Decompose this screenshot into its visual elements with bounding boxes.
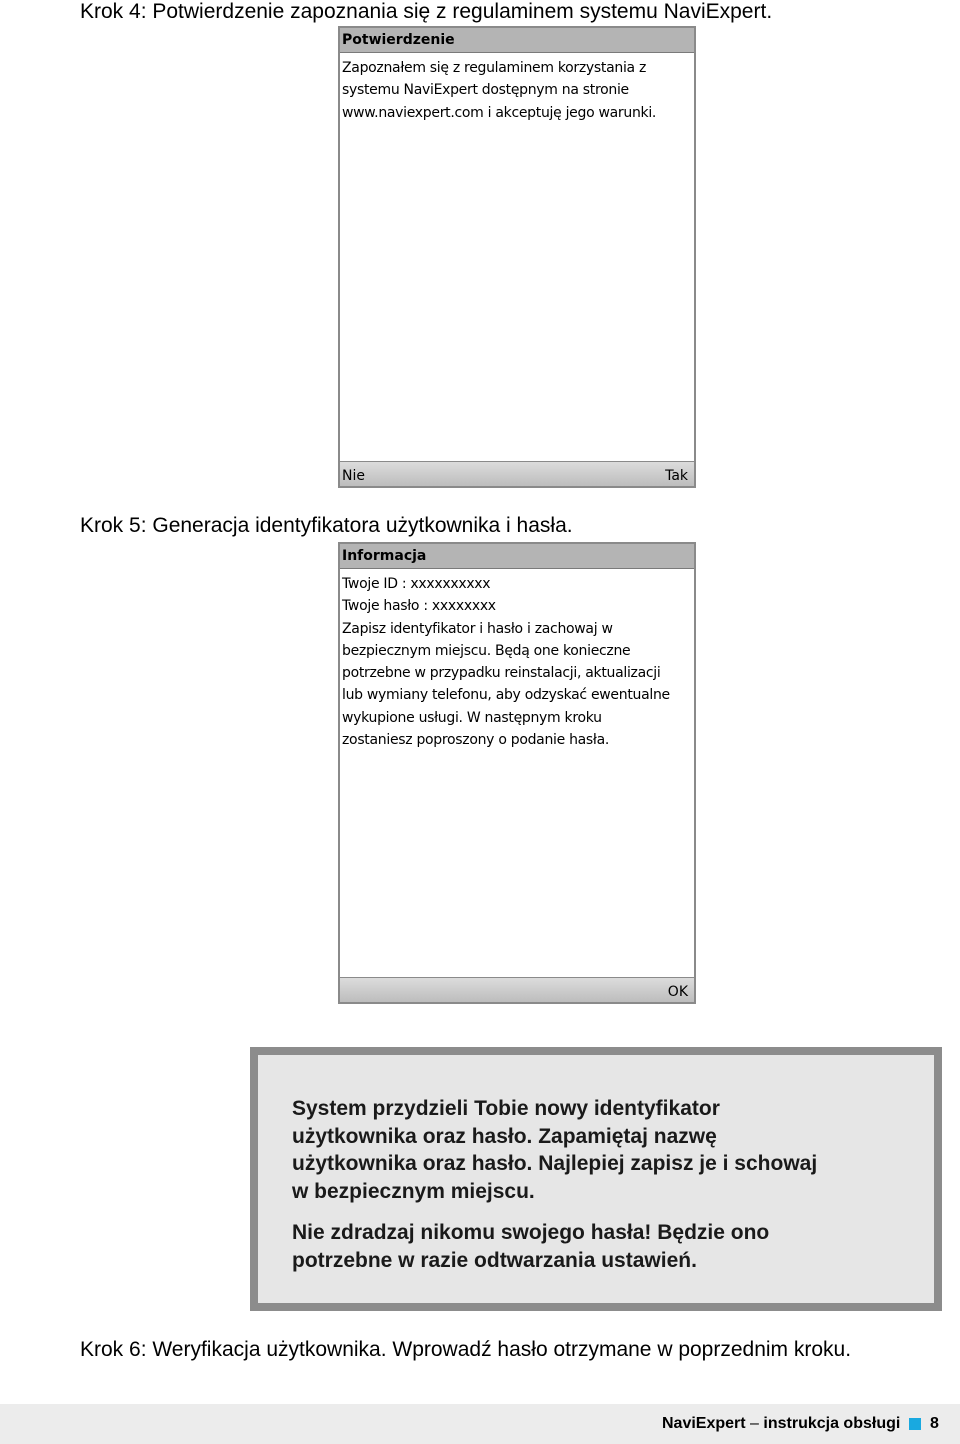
body-line: zostaniesz poproszony o podanie hasła. — [342, 732, 610, 749]
notice-line: potrzebne w razie odtwarzania ustawień. — [292, 1248, 697, 1272]
notice-line: w bezpiecznym miejscu. — [292, 1179, 535, 1203]
screen-title: Potwierdzenie — [340, 28, 694, 53]
screen-body — [340, 569, 694, 755]
body-line: wykupione usługi. W następnym kroku — [342, 709, 602, 726]
softkey-bar — [340, 977, 694, 1002]
body-line: Zapisz identyfikator i hasło i zachowaj w — [342, 620, 613, 637]
footer-title — [662, 1415, 900, 1433]
screen-body — [340, 53, 694, 128]
page-number: 8 — [930, 1415, 939, 1432]
body-line: bezpiecznym miejscu. Będą one konieczne — [342, 642, 631, 659]
step-4-label: Krok 4: Potwierdzenie zapoznania się z regulaminem systemu NaviExpert. — [80, 0, 773, 23]
notice-line: użytkownika oraz hasło. Zapamiętaj nazwę — [292, 1124, 717, 1148]
body-line: Zapoznałem się z regulaminem korzystania z — [342, 60, 647, 76]
step-6-label: Krok 6: Weryfikacja użytkownika. Wprowadź hasło otrzymane w poprzednim kroku. — [80, 1338, 852, 1361]
body-line: Twoje hasło : xxxxxxxx — [342, 598, 496, 615]
body-line: potrzebne w przypadku reinstalacji, aktualizacji — [342, 665, 661, 682]
softkey-ok-button[interactable]: OK — [667, 984, 688, 1000]
body-line: www.naviexpert.com i akceptuję jego warunki. — [342, 104, 657, 121]
softkey-bar — [340, 461, 694, 486]
footer-brand: NaviExpert — [662, 1415, 746, 1432]
notice-line: użytkownika oraz hasło. Najlepiej zapisz je i schowaj — [292, 1152, 818, 1175]
screen-title: Informacja — [340, 544, 694, 569]
square-icon — [909, 1418, 921, 1430]
notice-paragraph-1 — [292, 1095, 914, 1205]
footer-doc-title: instrukcja obsługi — [763, 1415, 901, 1432]
confirmation-screen — [338, 26, 696, 488]
softkey-yes-button[interactable]: Tak — [665, 468, 688, 484]
notice-content — [258, 1055, 934, 1303]
step-5-label: Krok 5: Generacja identyfikatora użytkownika i hasła. — [80, 514, 573, 537]
footer-separator: – — [745, 1415, 764, 1432]
notice-box — [250, 1047, 942, 1311]
body-line: lub wymiany telefonu, aby odzyskać ewentualne — [342, 687, 670, 704]
page-footer — [0, 1404, 960, 1444]
information-screen — [338, 542, 696, 1004]
notice-line: System przydzieli Tobie nowy identyfikator — [292, 1097, 720, 1120]
notice-paragraph-2 — [292, 1219, 914, 1274]
notice-line: Nie zdradzaj nikomu swojego hasła! Będzie ono — [292, 1221, 770, 1244]
body-line: systemu NaviExpert dostępnym na stronie — [342, 82, 629, 99]
body-line: Twoje ID : xxxxxxxxxx — [342, 576, 491, 592]
softkey-no-button[interactable]: Nie — [342, 468, 365, 484]
